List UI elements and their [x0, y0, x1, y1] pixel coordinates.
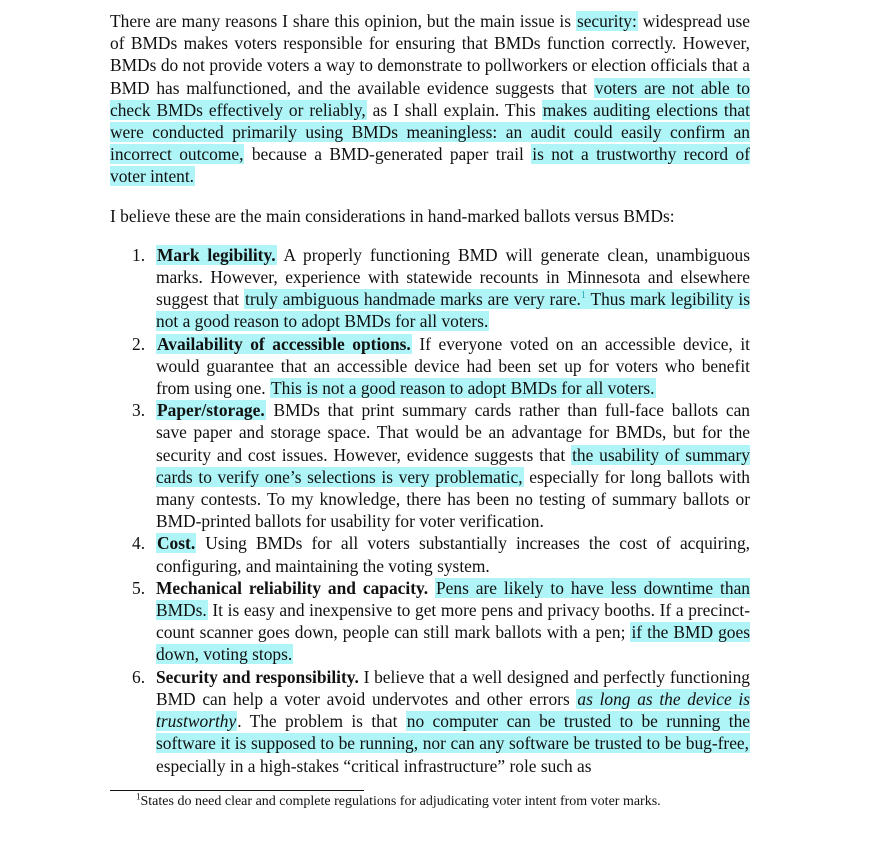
item-title: Cost.	[157, 533, 196, 554]
item-highlight: the usability of summary cards to verify one’s selections is very problematic,	[156, 444, 750, 487]
item-number: 6.	[132, 666, 146, 687]
item-text: Using BMDs for all voters substantially increases the cost of acquiring, configuring, and maintaining the voting system.	[156, 533, 750, 576]
item-highlight	[156, 289, 750, 331]
considerations-intro: I believe these are the main considerations in hand-marked ballots versus BMDs:	[110, 205, 675, 226]
item-text: It is easy and inexpensive to get more pens and privacy booths. If a precinct-count scanner goes down, people can still mark ballots with a pen;	[156, 600, 750, 643]
list-item	[110, 333, 750, 400]
list-item	[110, 532, 750, 576]
item-text: BMDs that print summary cards rather than full-face ballots can save paper and storage space. That would be an advantage for BMDs, but for the security and cost issues. However, evidence suggests that	[156, 400, 750, 465]
intro-paragraph	[110, 10, 750, 188]
highlight-voters-check: voters are not able to check BMDs effectively or reliably,	[110, 77, 750, 120]
list-item	[110, 399, 750, 532]
item-text: especially in a high-stakes “critical infrastructure” role such as	[156, 755, 592, 776]
list-item	[110, 666, 750, 777]
item-text: I believe that a well designed and perfectly functioning BMD can help a voter avoid undervotes and other errors	[156, 666, 751, 709]
considerations-list	[110, 244, 750, 777]
item-highlight: no computer can be trusted to be running the software it is supposed to be running, nor can any software be trusted to be bug-free,	[156, 711, 750, 754]
item-text: If everyone voted on an accessible device, it would guarantee that an accessible device had been set up for voters who benefit from using one.	[156, 333, 750, 399]
footnote-text: States do need clear and complete regulations for adjudicating voter intent from voter marks.	[140, 794, 661, 809]
item-text: especially for long ballots with many contests. To my knowledge, there has been no testing of summary ballots or BMD-printed ballots for usability for voter verification.	[156, 466, 750, 532]
highlight-auditing: makes auditing elections that were conducted primarily using BMDs meaningless: an audit could easily confirm an incorrect outcome,	[110, 99, 750, 165]
item-text: . The problem is that	[237, 711, 406, 732]
footnote-divider	[110, 790, 364, 791]
item-number: 5.	[132, 577, 146, 598]
item-title: Mark legibility.	[157, 244, 276, 265]
footnote	[136, 793, 661, 811]
highlight-trustworthy-record: is not a trustworthy record of voter intent.	[110, 144, 750, 187]
item-title: Security and responsibility.	[156, 666, 359, 687]
item-title: Mechanical reliability and capacity.	[156, 577, 429, 598]
list-item	[110, 577, 750, 666]
item-number: 3.	[132, 400, 146, 421]
item-highlight-text: Thus mark legibility is not a good reason to adopt BMDs for all voters.	[156, 289, 751, 332]
document-page	[110, 10, 750, 777]
intro-text-3: as I shall explain. This	[366, 99, 542, 120]
list-item	[110, 244, 750, 333]
highlight-security: security:	[576, 11, 637, 31]
intro-text-2: widespread use of BMDs makes voters responsible for ensuring that BMDs function correctly. However, BMDs do not provide voters a way to demonstrate to pollworkers or election officials that a BMD has malfunctioned, and the available evidence suggests that	[110, 11, 750, 98]
item-number: 4.	[132, 533, 146, 554]
item-highlight: This is not a good reason to adopt BMDs for all voters.	[271, 378, 655, 399]
item-number: 2.	[132, 333, 146, 354]
intro-text-1: There are many reasons I share this opinion, but the main issue is	[110, 11, 576, 31]
item-text: A properly functioning BMD will generate clean, unambiguous marks. However, experience with statewide recounts in Minnesota and elsewhere suggest that	[156, 244, 750, 310]
footnote-number: 1	[136, 791, 141, 802]
intro-text-4: because a BMD-generated paper trail	[244, 144, 532, 165]
item-highlight-text: truly ambiguous handmade marks are very rare.	[245, 289, 581, 310]
item-title: Paper/storage.	[157, 400, 265, 421]
item-number: 1.	[132, 244, 146, 265]
item-highlight: if the BMD goes down, voting stops.	[156, 622, 750, 665]
footnote-ref[interactable]: 1	[580, 290, 586, 302]
item-highlight-italic: as long as the device is trustworthy	[156, 688, 750, 732]
item-highlight: Pens are likely to have less downtime than BMDs.	[156, 577, 750, 621]
item-title: Availability of accessible options.	[157, 333, 411, 354]
